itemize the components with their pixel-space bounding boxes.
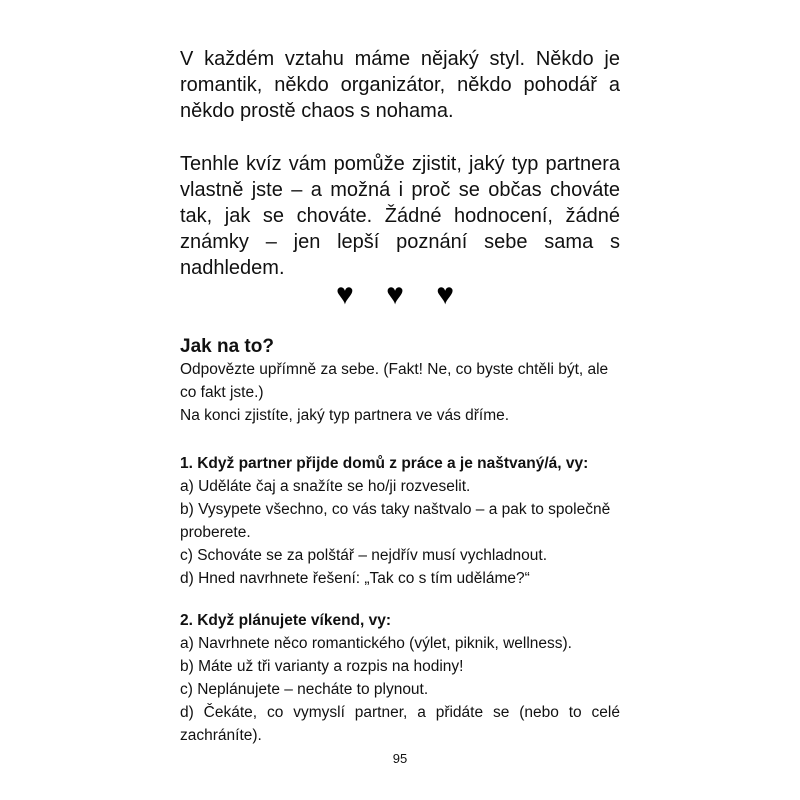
- intro-paragraph-2: Tenhle kvíz vám pomůže zjistit, jaký typ partnera vlastně jste – a možná i proč se občas chováte tak, jak se chováte. Žádné hodnocení, žádné známky – jen lepší poznání sebe sama s nadhledem.: [180, 153, 620, 279]
- question-2-option-a: a) Navrhnete něco romantického (výlet, piknik, wellness).: [180, 635, 572, 652]
- heart-divider: [0, 280, 800, 310]
- question-2-title: 2. Když plánujete víkend, vy:: [180, 612, 392, 629]
- question-2-option-d: d) Čekáte, co vymyslí partner, a přidáte se (nebo to celé zachráníte).: [180, 704, 620, 744]
- howto-line-2: Na konci zjistíte, jaký typ partnera ve vás dříme.: [180, 407, 510, 424]
- question-1-option-b: b) Vysypete všechno, co vás taky naštvalo – a pak to společně proberete.: [180, 501, 611, 541]
- heart-icon: ♥: [335, 278, 364, 311]
- question-1-option-c: c) Schováte se za polštář – nejdřív musí vychladnout.: [180, 547, 548, 564]
- heart-icon: ♥: [436, 278, 465, 311]
- question-2: [180, 609, 620, 747]
- question-1-option-a: a) Uděláte čaj a snažíte se ho/ji rozveselit.: [180, 478, 471, 495]
- question-2-option-b: b) Máte už tři varianty a rozpis na hodiny!: [180, 658, 464, 675]
- question-1-option-d: d) Hned navrhnete řešení: „Tak co s tím uděláme?“: [180, 570, 530, 587]
- page-number: 95: [392, 751, 408, 766]
- howto-instructions: [180, 358, 620, 427]
- question-1-title: 1. Když partner přijde domů z práce a je naštvaný/á, vy:: [180, 455, 589, 472]
- question-2-option-c: c) Neplánujete – necháte to plynout.: [180, 681, 429, 698]
- heart-icon: ♥: [386, 278, 414, 311]
- question-1: [180, 452, 620, 590]
- howto-line-1: Odpovězte upřímně za sebe. (Fakt! Ne, co byste chtěli být, ale co fakt jste.): [180, 361, 609, 401]
- howto-heading: Jak na to?: [180, 336, 274, 357]
- intro-paragraph-1: V každém vztahu máme nějaký styl. Někdo je romantik, někdo organizátor, někdo pohodář a někdo prostě chaos s nohama.: [180, 48, 620, 122]
